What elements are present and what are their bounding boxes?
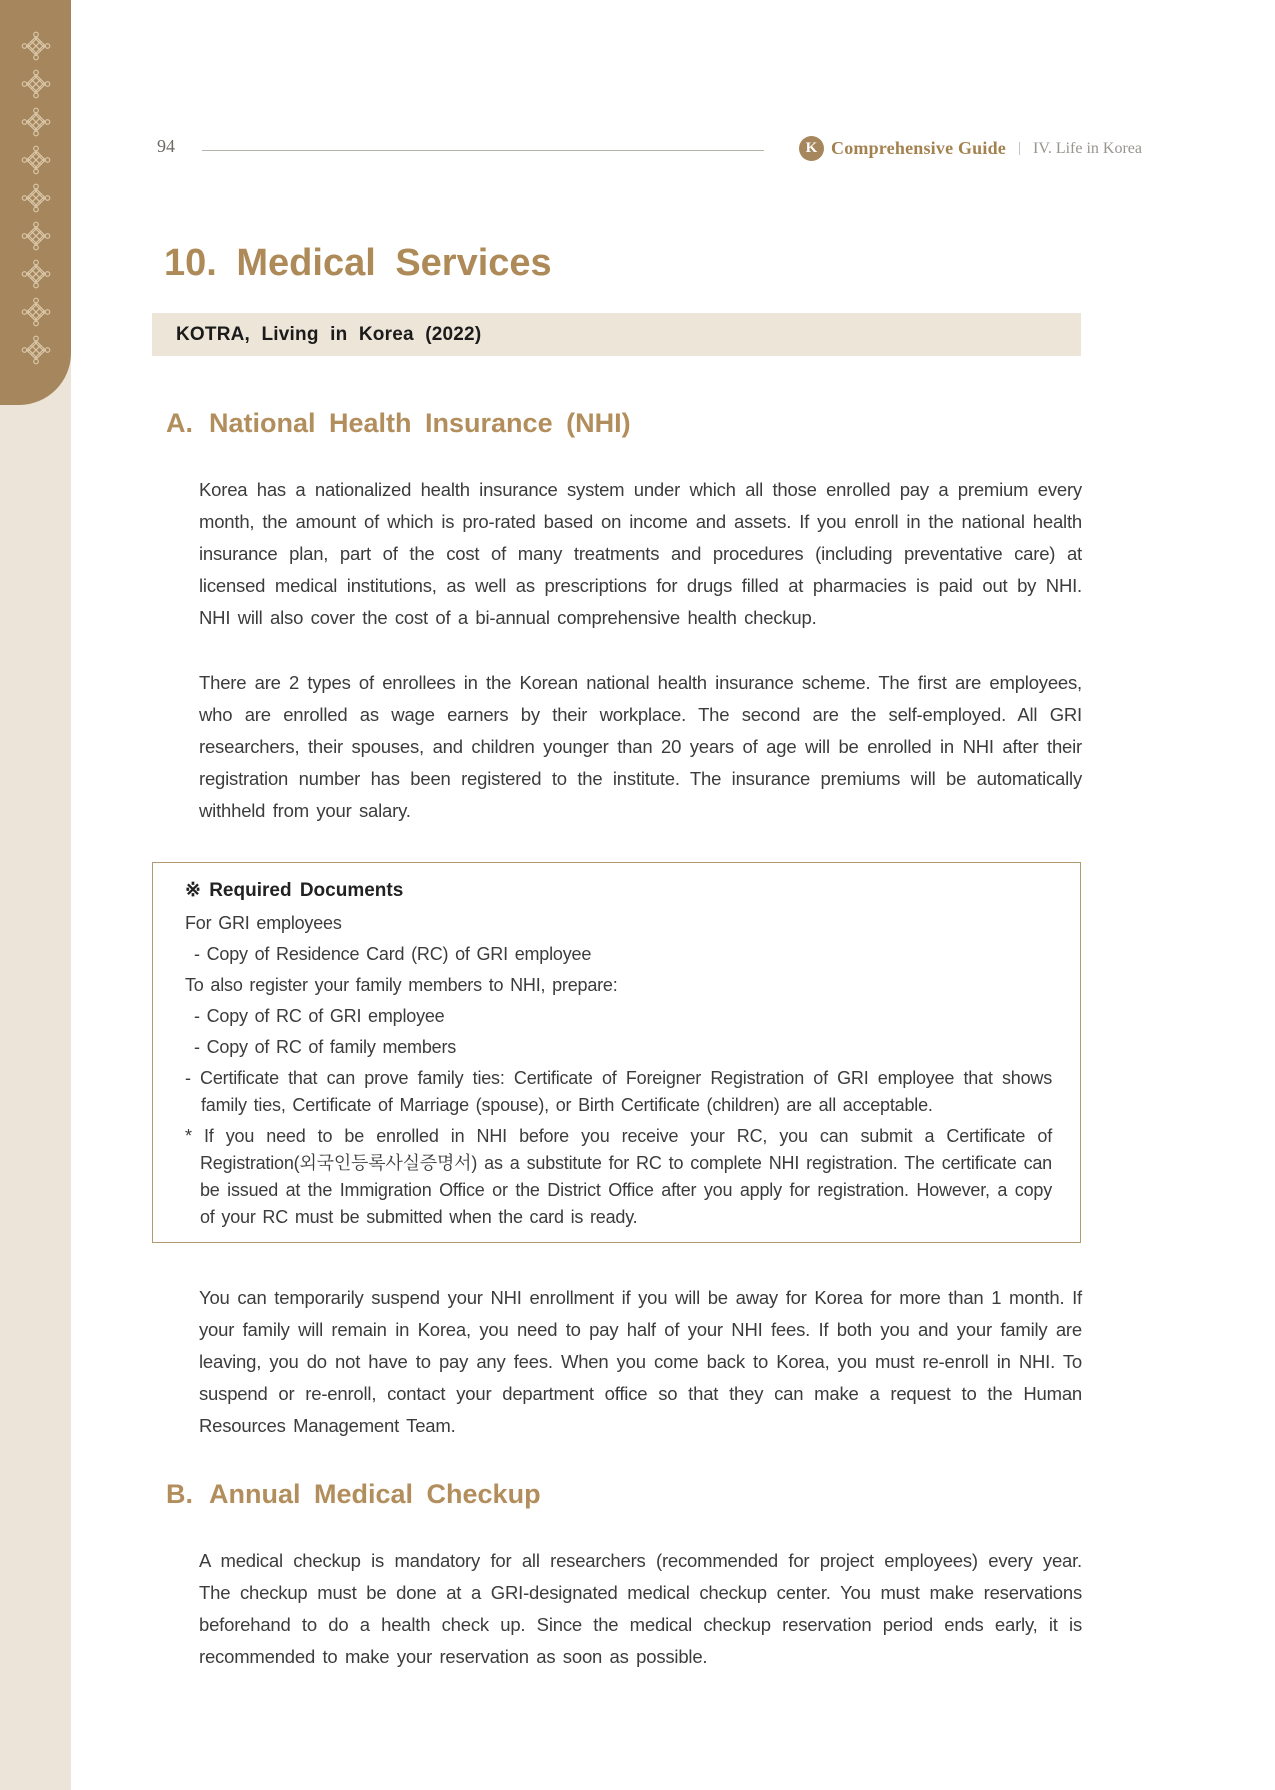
- required-doc-line: - Copy of RC of family members: [194, 1037, 457, 1057]
- required-doc-line: - Certificate that can prove family ties: Certificate of Foreigner Registration of GRI employee that shows family ties, Certificate of Marriage (spouse), or Birth Certificate (children) are all acceptable.: [185, 1068, 1052, 1115]
- page-number: 94: [157, 136, 175, 156]
- paragraph-nhi-enrollees: There are 2 types of enrollees in the Korean national health insurance scheme. The first are employees, who are enrolled as wage earners by their workplace. The second are the self-employed. All GRI researchers, their spouses, and children younger than 20 years of age will be enrolled in NHI after their registration number has been registered to the institute. The insurance premiums will be automatically withheld from your salary.: [199, 672, 1082, 821]
- required-documents-title: ※ Required Documents: [185, 880, 404, 901]
- knot-ornament-icon: [21, 334, 51, 366]
- header-rule: [202, 150, 764, 151]
- header-divider: |: [1017, 140, 1021, 156]
- knot-ornament-icon: [21, 258, 51, 290]
- source-bar: [152, 313, 1081, 356]
- required-doc-line: - Copy of Residence Card (RC) of GRI employee: [194, 944, 592, 964]
- k-logo-icon: K: [799, 136, 824, 161]
- required-doc-note: * If you need to be enrolled in NHI before you receive your RC, you can submit a Certificate of Registration(외국인등록사실증명서) as a substitute for RC to complete NHI registration. The certificate can be issued at the Immigration Office or the District Office after you apply for registration. However, a copy of your RC must be submitted when the card is ready.: [185, 1126, 1052, 1227]
- knot-ornament-icon: [21, 30, 51, 62]
- header-right: [799, 136, 1142, 161]
- section-b-label: B.: [166, 1479, 193, 1509]
- section-a-label: A.: [166, 408, 193, 438]
- knot-ornament-icon: [21, 182, 51, 214]
- chapter-title: 10. Medical Services: [164, 242, 552, 284]
- ornament-stack: [0, 30, 71, 366]
- knot-ornament-icon: [21, 220, 51, 252]
- knot-ornament-icon: [21, 144, 51, 176]
- knot-ornament-icon: [21, 296, 51, 328]
- side-ornament-panel: [0, 0, 71, 405]
- section-heading-b: [166, 1477, 541, 1511]
- required-doc-line: To also register your family members to NHI, prepare:: [185, 975, 618, 995]
- paragraph-nhi-suspension: You can temporarily suspend your NHI enrollment if you will be away for Korea for more than 1 month. If your family will remain in Korea, you need to pay half of your NHI fees. If both you and your family are leaving, you do not have to pay any fees. When you come back to Korea, you must re-enroll in NHI. To suspend or re-enroll, contact your department office so that they can make a request to the Human Resources Management Team.: [199, 1287, 1082, 1436]
- guide-brand: Comprehensive Guide: [831, 138, 1006, 158]
- required-doc-line: - Copy of RC of GRI employee: [194, 1006, 445, 1026]
- knot-ornament-icon: [21, 68, 51, 100]
- source-bar-label: KOTRA, Living in Korea (2022): [176, 323, 482, 345]
- knot-ornament-icon: [21, 106, 51, 138]
- required-doc-line: For GRI employees: [185, 913, 342, 933]
- paragraph-annual-checkup: A medical checkup is mandatory for all researchers (recommended for project employees) every year. The checkup must be done at a GRI-designated medical checkup center. You must make reservations beforehand to do a health check up. Since the medical checkup reservation period ends early, it is recommended to make your reservation as soon as possible.: [199, 1550, 1082, 1667]
- section-heading-a: [166, 406, 631, 440]
- header-section-label: IV. Life in Korea: [1033, 139, 1142, 157]
- paragraph-nhi-overview: Korea has a nationalized health insurance system under which all those enrolled pay a premium every month, the amount of which is pro-rated based on income and assets. If you enroll in the national health insurance plan, part of the cost of many treatments and procedures (including preventative care) at licensed medical institutions, as well as prescriptions for drugs filled at pharmacies is paid out by NHI. NHI will also cover the cost of a bi-annual comprehensive health checkup.: [199, 479, 1082, 628]
- required-documents-box: [152, 862, 1081, 1243]
- section-a-title: National Health Insurance (NHI): [209, 408, 631, 438]
- section-b-title: Annual Medical Checkup: [209, 1479, 541, 1509]
